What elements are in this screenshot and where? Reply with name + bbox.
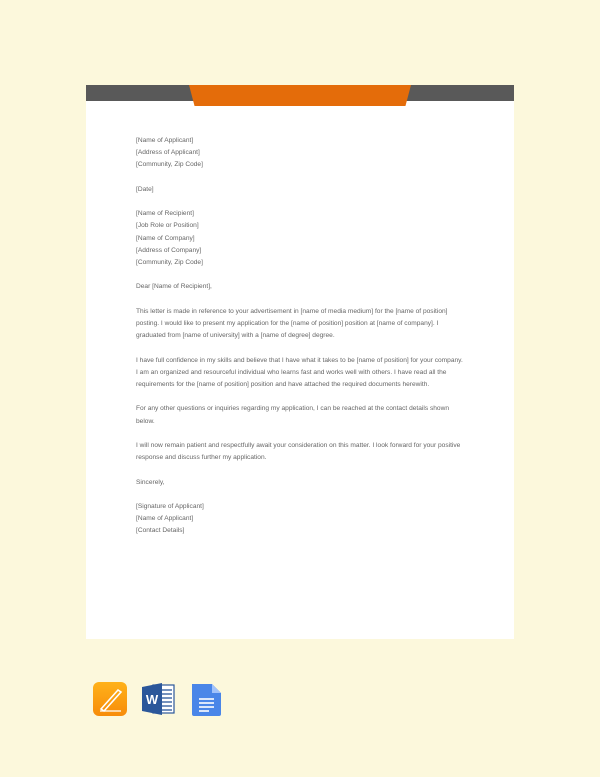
closing: Sincerely, <box>136 478 165 486</box>
signature-contact: [Contact Details] <box>136 527 185 535</box>
google-docs-icon[interactable] <box>189 682 223 716</box>
sender-address: [Address of Applicant] <box>136 149 200 157</box>
salutation: Dear [Name of Recipient], <box>136 283 212 291</box>
sender-block <box>136 135 466 172</box>
date: [Date] <box>136 185 154 193</box>
sender-name: [Name of Applicant] <box>136 137 194 144</box>
paragraph-1: This letter is made in reference to your advertisement in [name of media medium] for the [name of position] posting. I would like to present my application for the [name of position] position at [name of company]. I graduated from [name of university] with a [name of degree] degree. <box>136 307 448 340</box>
paragraph-4: I will now remain patient and respectfully await your consideration on this matter. I look forward for your positive response and discuss further my application. <box>136 441 461 462</box>
recipient-company: [Name of Company] <box>136 234 195 242</box>
letter-body <box>136 135 466 550</box>
word-icon[interactable] <box>141 682 175 716</box>
paragraph-3: For any other questions or inquiries regarding my application, I can be reached at the contact details shown below. <box>136 405 450 425</box>
recipient-community: [Community, Zip Code] <box>136 259 203 266</box>
letter-page <box>86 85 514 639</box>
signature: [Signature of Applicant] <box>136 502 204 510</box>
recipient-role: [Job Role or Position] <box>136 222 199 230</box>
signature-block <box>136 501 466 538</box>
recipient-block <box>136 208 466 269</box>
paragraph-2: I have full confidence in my skills and believe that I have what it takes to be [name of position] for your company. I am an organized and resourceful individual who learns fast and works well with others. I have read all the requirements for the [name of position] position and have attached the required documents herewith. <box>136 356 463 388</box>
recipient-name: [Name of Recipient] <box>136 210 194 218</box>
recipient-company-address: [Address of Company] <box>136 246 202 254</box>
signature-name: [Name of Applicant] <box>136 515 194 523</box>
svg-text:W: W <box>145 692 159 707</box>
pages-icon[interactable] <box>93 682 127 716</box>
sender-community: [Community, Zip Code] <box>136 161 203 169</box>
header-accent-tab <box>189 85 411 106</box>
